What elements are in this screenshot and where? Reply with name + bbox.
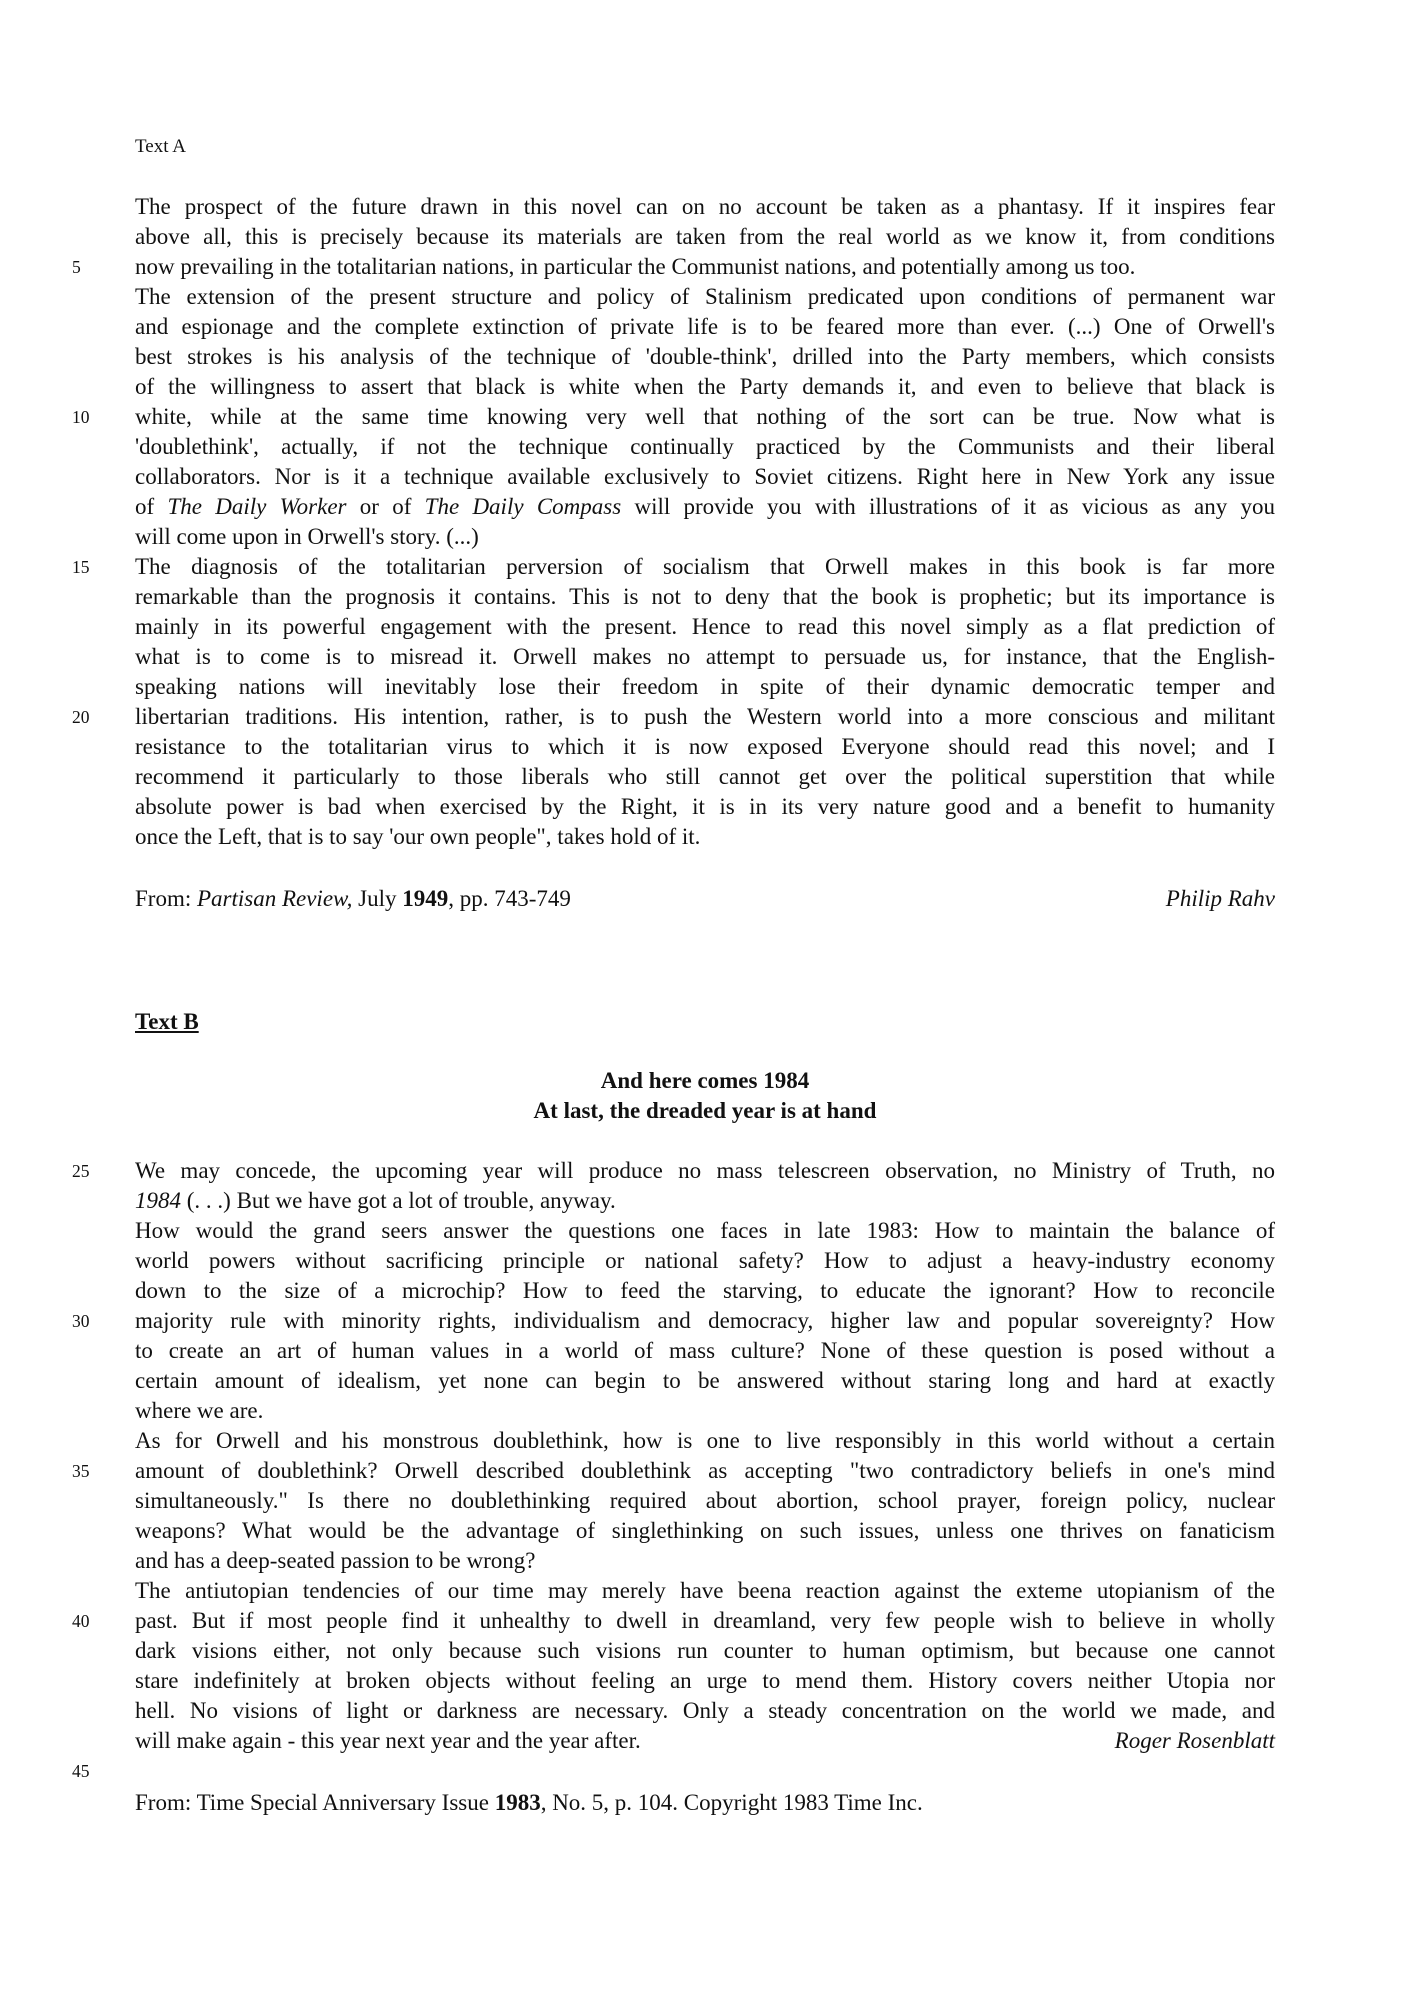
text-a-line: The extension of the present structure and policy of Stalinism predicated upon conditions of permanent war xyxy=(135,284,1275,309)
line-number: 30 xyxy=(72,1311,90,1331)
text-a-line: absolute power is bad when exercised by the Right, it is in its very nature good and a benefit to humanity xyxy=(135,794,1275,819)
text-b-label: Text B xyxy=(135,1009,199,1034)
text-a-line: will come upon in Orwell's story. (...) xyxy=(135,524,479,549)
source-year: 1983 xyxy=(494,1790,541,1815)
text-a-line: remarkable than the prognosis it contains. This is not to deny that the book is prophetic; but its importance is xyxy=(135,584,1275,609)
subheadline: At last, the dreaded year is at hand xyxy=(533,1098,877,1123)
text-a-line: collaborators. Nor is it a technique available exclusively to Soviet citizens. Right here in New York any issue xyxy=(135,464,1275,489)
text-b-line: past. But if most people find it unhealthy to dwell in dreamland, very few people wish to believe in wholly xyxy=(135,1608,1275,1633)
text-a-line: The prospect of the future drawn in this novel can on no account be taken as a phantasy. If it inspires fear xyxy=(135,194,1275,219)
text-b-line-1984: 1984 (. . .) But we have got a lot of trouble, anyway. xyxy=(135,1188,616,1213)
text-b-author: Roger Rosenblatt xyxy=(1114,1728,1275,1753)
text-b-line: The antiutopian tendencies of our time may merely have beena reaction against the exteme utopianism of the xyxy=(135,1578,1275,1603)
text-a-line-periodicals: of The Daily Worker or of The Daily Compass will provide you with illustrations of it as vicious as any you xyxy=(135,494,1275,519)
text-a-line: The diagnosis of the totalitarian perversion of socialism that Orwell makes in this book is far more xyxy=(135,554,1275,579)
text-a-line: libertarian traditions. His intention, rather, is to push the Western world into a more conscious and militant xyxy=(135,704,1275,729)
text-a-line: and espionage and the complete extinction of private life is to be feared more than ever. (...) One of Orwell's xyxy=(135,314,1275,339)
text-b-line: where we are. xyxy=(135,1398,264,1423)
text-b-line: weapons? What would be the advantage of singlethinking on such issues, unless one thrives on fanaticism xyxy=(135,1518,1275,1543)
text-b-line: amount of doublethink? Orwell described doublethink as accepting "two contradictory beliefs in one's mind xyxy=(135,1458,1275,1483)
journal-title: Partisan Review, xyxy=(196,886,353,911)
text-b-line: As for Orwell and his monstrous doublethink, how is one to live responsibly in this world without a certain xyxy=(135,1428,1275,1453)
line-number: 35 xyxy=(72,1461,90,1481)
text-a-line: what is to come is to misread it. Orwell makes no attempt to persuade us, for instance, that the English- xyxy=(135,644,1275,669)
text-a-line: 'doublethink', actually, if not the technique continually practiced by the Communists and their liberal xyxy=(135,434,1275,459)
text-b-line: to create an art of human values in a world of mass culture? None of these question is posed without a xyxy=(135,1338,1275,1363)
text-a-line: recommend it particularly to those liberals who still cannot get over the political superstition that while xyxy=(135,764,1275,789)
text-b-body xyxy=(135,1156,1275,1756)
line-number: 15 xyxy=(72,557,90,577)
daily-compass-title: The Daily Compass xyxy=(424,494,622,519)
text-a-body xyxy=(135,192,1275,852)
text-a-line: white, while at the same time knowing very well that nothing of the sort can be true. Now what is xyxy=(135,404,1275,429)
text-a-author: Philip Rahv xyxy=(1165,886,1275,911)
text-a-line: mainly in its powerful engagement with the present. Hence to read this novel simply as a flat prediction of xyxy=(135,614,1275,639)
source-year: 1949 xyxy=(402,886,449,911)
line-number: 40 xyxy=(72,1611,90,1631)
text-b-line: dark visions either, not only because such visions run counter to human optimism, but because one cannot xyxy=(135,1638,1275,1663)
text-b-source: From: Time Special Anniversary Issue 1983, No. 5, p. 104. Copyright 1983 Time Inc. xyxy=(135,1790,923,1815)
text-b-line: simultaneously." Is there no doublethinking required about abortion, school prayer, foreign policy, nuclear xyxy=(135,1488,1275,1513)
text-b-line: majority rule with minority rights, individualism and democracy, higher law and popular sovereignty? How xyxy=(135,1308,1275,1333)
text-b-line: How would the grand seers answer the questions one faces in late 1983: How to maintain the balance of xyxy=(135,1218,1275,1243)
book-title-1984: 1984 xyxy=(135,1188,181,1213)
line-number: 10 xyxy=(72,407,90,427)
text-b-line: and has a deep-seated passion to be wrong? xyxy=(135,1548,536,1573)
text-a-label: Text A xyxy=(135,136,186,157)
daily-worker-title: The Daily Worker xyxy=(167,494,347,519)
text-b-line: down to the size of a microchip? How to feed the starving, to educate the ignorant? How to reconcile xyxy=(135,1278,1275,1303)
text-a-line: speaking nations will inevitably lose their freedom in spite of their dynamic democratic temper and xyxy=(135,674,1275,699)
text-a-line: once the Left, that is to say 'our own people", takes hold of it. xyxy=(135,824,701,849)
text-b-line: world powers without sacrificing principle or national safety? How to adjust a heavy-industry economy xyxy=(135,1248,1275,1273)
headline: And here comes 1984 xyxy=(600,1068,810,1093)
line-number: 45 xyxy=(72,1761,90,1781)
text-b-line: stare indefinitely at broken objects without feeling an urge to mend them. History covers neither Utopia nor xyxy=(135,1668,1275,1693)
text-b-line: certain amount of idealism, yet none can begin to be answered without staring long and hard at exactly xyxy=(135,1368,1275,1393)
text-a-source: From: Partisan Review, July 1949, pp. 743-749 Philip Rahv xyxy=(135,884,1275,914)
text-b-line: We may concede, the upcoming year will produce no mass telescreen observation, no Ministry of Truth, no xyxy=(135,1158,1275,1183)
text-a-line: best strokes is his analysis of the technique of 'double-think', drilled into the Party members, which consists xyxy=(135,344,1275,369)
text-a-line: above all, this is precisely because its materials are taken from the real world as we know it, from conditions xyxy=(135,224,1275,249)
text-b-line: hell. No visions of light or darkness are necessary. Only a steady concentration on the world we made, and xyxy=(135,1698,1275,1723)
line-number: 20 xyxy=(72,707,90,727)
text-a-line: of the willingness to assert that black is white when the Party demands it, and even to believe that black is xyxy=(135,374,1275,399)
text-a-line: now prevailing in the totalitarian nations, in particular the Communist nations, and potentially among us too. xyxy=(135,254,1136,279)
line-number: 25 xyxy=(72,1161,90,1181)
line-number: 5 xyxy=(72,257,81,277)
text-a-line: resistance to the totalitarian virus to which it is now exposed Everyone should read this novel; and I xyxy=(135,734,1275,759)
text-b-last-line: will make again - this year next year and the year after. Roger Rosenblatt xyxy=(135,1726,1275,1756)
